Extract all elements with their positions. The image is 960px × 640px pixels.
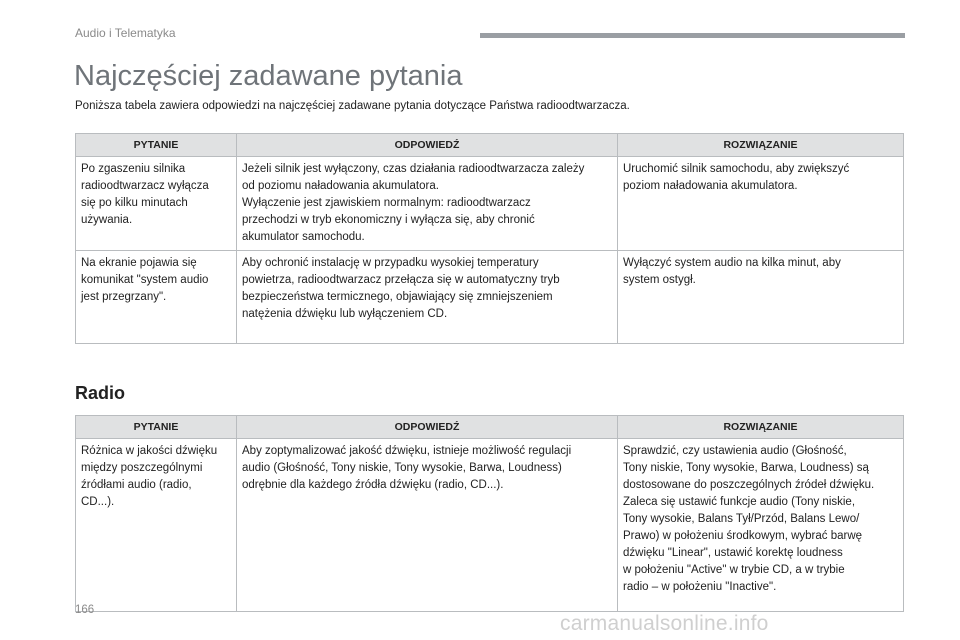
column-header-question: PYTANIE (76, 134, 237, 157)
column-header-answer: ODPOWIEDŹ (237, 416, 618, 439)
table-header-row (76, 134, 904, 157)
answer-cell: Jeżeli silnik jest wyłączony, czas działania radioodtwarzacza zależy od poziomu naładowania akumulatora. Wyłączenie jest zjawiskiem normalnym: radioodtwarzacz przechodzi w tryb ekonomiczny i wyłącza się, aby chronić akumulator samochodu. (237, 157, 618, 251)
table-row (76, 439, 904, 612)
answer-cell: Aby ochronić instalację w przypadku wysokiej temperatury powietrza, radioodtwarzacz przełącza się w automatyczny tryb bezpieczeństwa termicznego, objawiający się zmniejszeniem natężenia dźwięku lub wyłączeniem CD. (237, 251, 618, 344)
column-header-solution: ROZWIĄZANIE (618, 416, 904, 439)
answer-cell: Aby zoptymalizować jakość dźwięku, istnieje możliwość regulacji audio (Głośność, Tony niskie, Tony wysokie, Barwa, Loudness) odrębnie dla każdego źródła dźwięku (radio, CD...). (237, 439, 618, 612)
section-header: Audio i Telematyka (75, 26, 176, 40)
faq-table-general (75, 133, 904, 344)
solution-cell: Wyłączyć system audio na kilka minut, aby system ostygł. (618, 251, 904, 344)
question-cell: Różnica w jakości dźwięku między poszczególnymi źródłami audio (radio, CD...). (76, 439, 237, 612)
header-bar (480, 33, 905, 38)
table-header-row (76, 416, 904, 439)
question-cell: Po zgaszeniu silnika radioodtwarzacz wyłącza się po kilku minutach używania. (76, 157, 237, 251)
watermark-text: carmanualsonline.info (560, 612, 769, 635)
table-row (76, 157, 904, 251)
faq-table-radio (75, 415, 904, 612)
table-row (76, 251, 904, 344)
column-header-question: PYTANIE (76, 416, 237, 439)
solution-cell: Uruchomić silnik samochodu, aby zwiększyć poziom naładowania akumulatora. (618, 157, 904, 251)
column-header-solution: ROZWIĄZANIE (618, 134, 904, 157)
page-title: Najczęściej zadawane pytania (74, 60, 463, 92)
column-header-answer: ODPOWIEDŹ (237, 134, 618, 157)
page-number: 166 (75, 604, 95, 616)
question-cell: Na ekranie pojawia się komunikat "system audio jest przegrzany". (76, 251, 237, 344)
radio-section-title: Radio (75, 383, 126, 403)
solution-cell: Sprawdzić, czy ustawienia audio (Głośność, Tony niskie, Tony wysokie, Barwa, Loudness) są dostosowane do poszczególnych źródeł dźwięku. Zaleca się ustawić funkcje audio (Tony niskie, Tony wysokie, Balans Tył/Przód, Balans Lewo/ Prawo) w położeniu środkowym, wybrać barwę dźwięku "Linear", ustawić korektę loudness w położeniu "Active" w trybie CD, a w trybie radio – w położeniu "Inactive". (618, 439, 904, 612)
intro-text: Poniższa tabela zawiera odpowiedzi na najczęściej zadawane pytania dotyczące Państwa radioodtwarzacza. (75, 100, 630, 112)
